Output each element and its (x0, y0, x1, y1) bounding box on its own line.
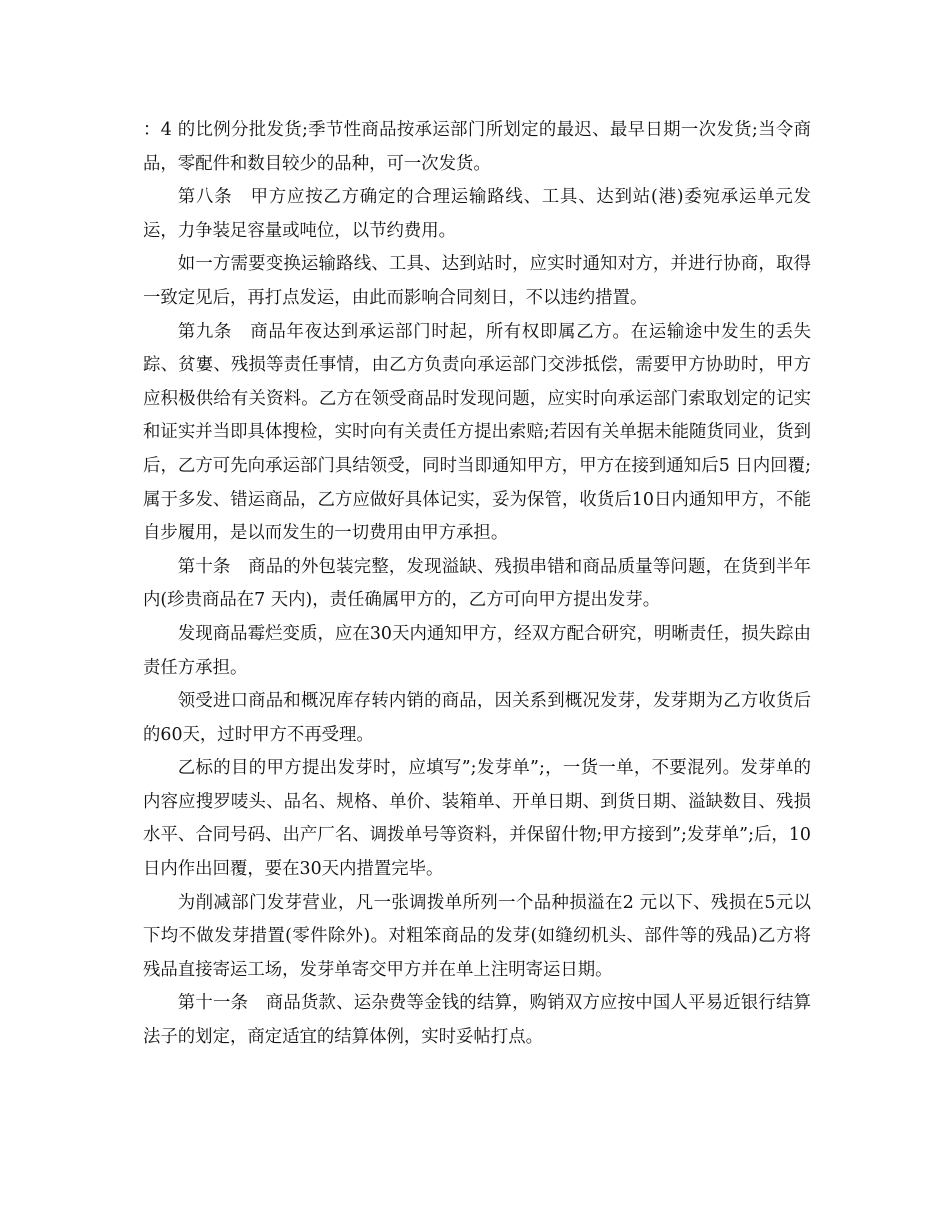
paragraph-article-10: 第十条 商品的外包装完整，发现溢缺、残损串错和商品质量等问题，在货到半年内(珍贵商品在7 天内)，责任确属甲方的，乙方可向甲方提出发芽。 (143, 556, 811, 611)
paragraph-claim-reduction: 为削减部门发芽营业，凡一张调拨单所列一个品种损溢在2 元以下、残损在5元以下均不做发芽措置(零件除外)。对粗笨商品的发芽(如缝纫机头、部件等的残品)乙方将残品直接寄运工场，发芽单寄交甲方并在单上注明寄运日期。 (143, 892, 811, 980)
document-body (143, 114, 811, 1055)
paragraph-imported-goods: 领受进口商品和概况库存转内销的商品，因关系到概况发芽，发芽期为乙方收货后的60天，过时甲方不再受理。 (143, 691, 811, 745)
paragraph-article-8: 第八条 甲方应按乙方确定的合理运输路线、工具、达到站(港)委宛承运单元发运，力争装足容量或吨位，以节约费用。 (143, 187, 811, 241)
paragraph-spoilage: 发现商品霉烂变质，应在30天内通知甲方，经双方配合研究，明晰责任，损失踪由责任方承担。 (143, 623, 811, 678)
paragraph-article-9: 第九条 商品年夜达到承运部门时起，所有权即属乙方。在运输途中发生的丢失踪、贫寠、残损等责任事情，由乙方负责向承运部门交涉抵偿，需要甲方协助时，甲方应积极供给有关资料。乙方在领受商品时发现问题，应实时向承运部门索取划定的记实和证实并当即具体搜检，实时向有关责任方提出索赔;若因有关单据未能随货同业，货到后，乙方可先向承运部门具结领受，同时当即通知甲方，甲方在接到通知后5 日内回覆;属于多发、错运商品，乙方应做好具体记实，妥为保管，收货后10日内通知甲方，不能自步履用，是以而发生的一切费用由甲方承担。 (143, 321, 811, 544)
paragraph-article-11: 第十一条 商品货款、运杂费等金钱的结算，购销双方应按中国人平易近银行结算法子的划定，商定适宜的结算体例，实时妥帖打点。 (143, 993, 811, 1048)
paragraph-route-change: 如一方需要变换运输路线、工具、达到站时，应实时通知对方，并进行协商，取得一致定见后，再打点发运，由此而影响合同刻日，不以违约措置。 (143, 254, 811, 308)
paragraph-claim-form: 乙标的目的甲方提出发芽时，应填写”;发芽单”;，一货一单，不要混列。发芽单的内容应搜罗唛头、品名、规格、单价、装箱单、开单日期、到货日期、溢缺数目、残损水平、合同号码、出产厂名、调拨单号等资料，并保留什物;甲方接到”;发芽单”;后，10日内作出回覆，要在30天内措置完毕。 (143, 758, 811, 880)
paragraph-continuation: ：4 的比例分批发货;季节性商品按承运部门所划定的最迟、最早日期一次发货;当令商品，零配件和数目较少的品种，可一次发货。 (143, 120, 811, 174)
